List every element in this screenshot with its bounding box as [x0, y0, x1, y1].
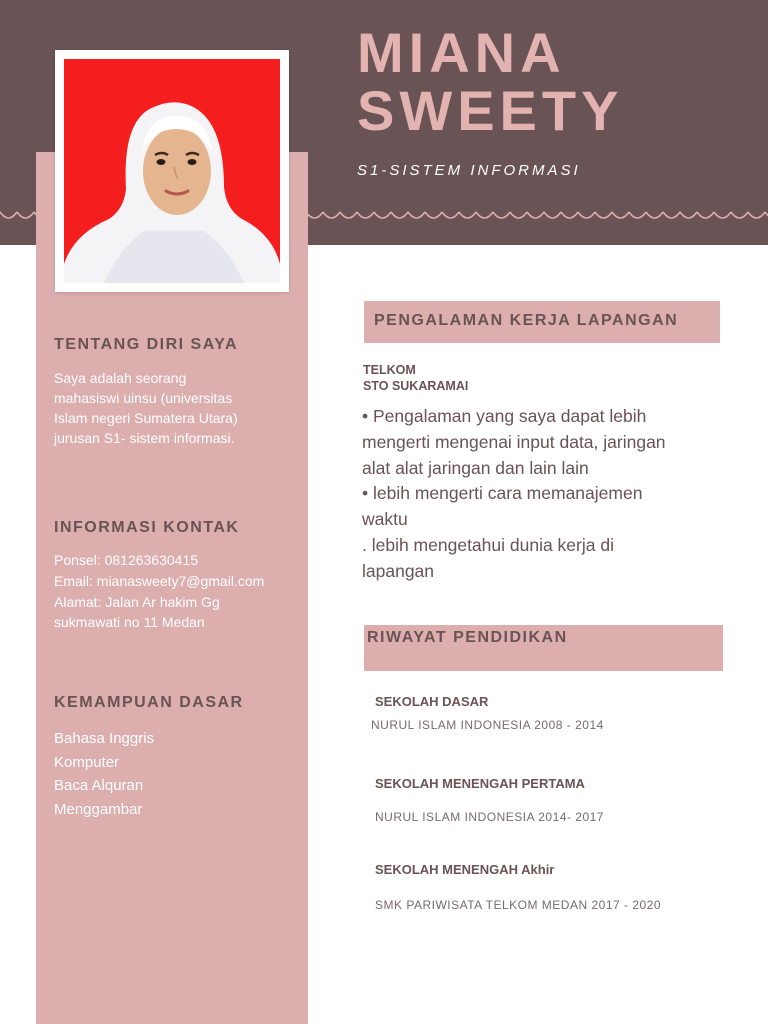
name-line-1: MIANA — [357, 21, 566, 84]
contact-heading: INFORMASI KONTAK — [54, 519, 240, 536]
education-level: SEKOLAH MENENGAH Akhir — [375, 862, 555, 877]
education-school: NURUL ISLAM INDONESIA 2014- 2017 — [375, 810, 604, 824]
skill-item: Komputer — [54, 753, 120, 771]
education-level: SEKOLAH DASAR — [375, 694, 489, 709]
education-school: NURUL ISLAM INDONESIA 2008 - 2014 — [371, 718, 604, 732]
skills-list — [54, 727, 154, 821]
skill-item: Baca Alquran — [54, 777, 144, 794]
contact-phone: Ponsel: 081263630415 — [54, 552, 199, 568]
contact-address: Alamat: Jalan Ar hakim Gg sukmawati no 11 Medan — [54, 594, 220, 630]
photo-frame — [55, 50, 289, 292]
applicant-name — [357, 21, 624, 142]
skills-heading: KEMAMPUAN DASAR — [54, 694, 244, 711]
work-description: • Pengalaman yang saya dapat lebih mengerti mengenai input data, jaringan alat alat jaringan dan lain lain • lebih mengerti cara memanajemen waktu . lebih mengetahui dunia kerja di lapangan — [362, 406, 666, 581]
about-heading: TENTANG DIRI SAYA — [54, 336, 239, 353]
education-heading: RIWAYAT PENDIDIKAN — [364, 625, 723, 671]
work-heading: PENGALAMAN KERJA LAPANGAN — [364, 301, 720, 343]
name-line-2: SWEETY — [357, 79, 624, 142]
contact-email: Email: mianasweety7@gmail.com — [54, 573, 265, 589]
education-level: SEKOLAH MENENGAH PERTAMA — [375, 776, 585, 791]
degree-subtitle: S1-SISTEM INFORMASI — [357, 162, 581, 179]
person-portrait-icon — [64, 59, 280, 283]
about-text: Saya adalah seorang mahasiswi uinsu (universitas Islam negeri Sumatera Utara) jurusan S1- sistem informasi. — [54, 370, 238, 446]
skill-item: Menggambar — [54, 800, 143, 818]
work-company: TELKOM STO SUKARAMAI — [363, 363, 469, 393]
education-school: SMK PARIWISATA TELKOM MEDAN 2017 - 2020 — [375, 898, 662, 912]
skill-item: Bahasa Inggris — [54, 730, 155, 747]
profile-photo — [64, 59, 280, 283]
